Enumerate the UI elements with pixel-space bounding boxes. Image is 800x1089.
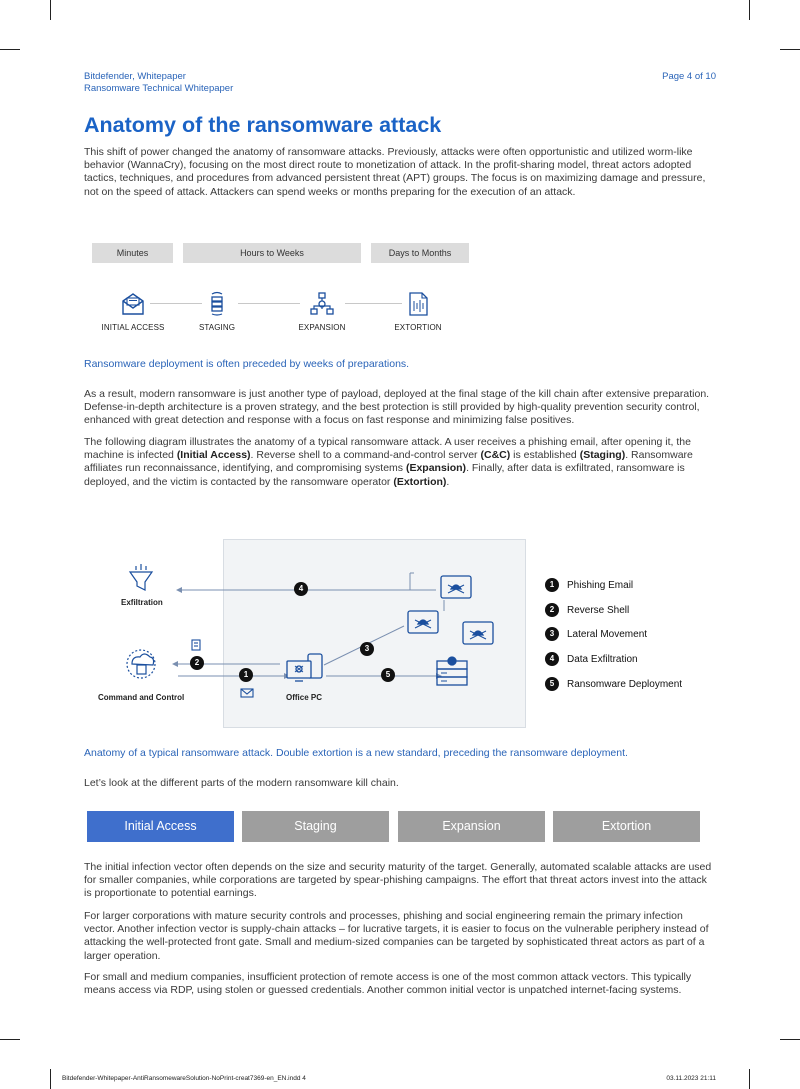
timeline-connector [345, 303, 402, 304]
text-run: . [446, 475, 450, 488]
bold-expansion: (Expansion) [405, 462, 467, 475]
text-run: is established [510, 449, 580, 462]
label-exfiltration: Exfiltration [121, 598, 163, 607]
text-run: The following diagram illustrates the anatomy of a typical ransomware attack. A user receives a phishing email, after opening it, the machine is infected [84, 436, 691, 462]
tab-initial-access[interactable]: Initial Access [87, 811, 234, 842]
label-office-pc: Office PC [286, 693, 323, 702]
crop-mark [749, 1069, 750, 1089]
legend-label: Data Exfiltration [567, 653, 638, 665]
legend-lateral-movement [545, 627, 647, 641]
stage-expansion: EXPANSION [298, 323, 346, 332]
bold-staging: (Staging) [579, 449, 626, 462]
legend-label: Ransomware Deployment [567, 678, 683, 690]
paragraph-diagram-intro [84, 436, 716, 489]
crop-mark [780, 1039, 800, 1040]
page-number: Page 4 of 10 [662, 71, 716, 82]
paragraph-payload: As a result, modern ransomware is just another type of payload, deployed at the final stage of the kill chain after extensive preparation. Defense-in-depth architecture is a proven strategy, and the best protection is still provided by high-quality prevention security control, enhanced with great detection and response with a focus on fast response and minimizing false positives. [84, 388, 710, 427]
paragraph-small-companies: For small and medium companies, insufficient protection of remote access is one of the most common attack vectors. This typically means access via RDP, using stolen or guessed credentials. Another common initial vector is unpatched internet-facing systems. [84, 971, 692, 997]
step-badge-4: 4 [294, 582, 308, 596]
legend-phishing-email [545, 578, 633, 592]
crop-mark [780, 49, 800, 50]
envelope-icon [120, 291, 146, 317]
legend-data-exfiltration [545, 652, 638, 666]
intro-paragraph: This shift of power changed the anatomy of ransomware attacks. Previously, attacks were often opportunistic and utilized worm-like behavior (WannaCry), focusing on the most direct route to monetization of attack. In the profit-sharing model, threat actors adopted tactics, techniques, and procedures from advanced persistent threat (APT) groups. The focus is on maximizing damage and pressure, not on the speed of attack. Attackers can spend weeks or months preparing for the execution of an attack. [84, 146, 706, 198]
duration-days-to-months: Days to Months [371, 243, 469, 263]
paragraph-larger-corporations: For larger corporations with mature security controls and processes, phishing and social engineering remain the primary infection vector. Another infection vector is supply-chain attacks – for lucrative targets, it is easier to focus on the vulnerable periphery instead of attacking the well-protected front gate. Small and medium-sized companies can be targeted by sophisticated threat actors as part of a larger operation. [84, 910, 709, 962]
timeline-connector [238, 303, 300, 304]
diagram-caption: Anatomy of a typical ransomware attack. Double extortion is a new standard, preceding the ransomware deployment. [84, 747, 628, 759]
header-left [84, 71, 233, 95]
funnel-icon [130, 564, 152, 590]
text-run: . Reverse shell to a command-and-control server [250, 449, 481, 462]
bold-initial-access: (Initial Access) [176, 449, 251, 462]
crop-mark [50, 1069, 51, 1089]
text-run: . Ransomware affiliates run reconnaissance, identifying, and compromising systems [84, 449, 693, 475]
stage-initial-access: INITIAL ACCESS [101, 323, 165, 332]
document-icon [192, 640, 200, 650]
legend-reverse-shell [545, 603, 629, 617]
header-doc-title: Ransomware Technical Whitepaper [84, 83, 234, 94]
legend-label: Reverse Shell [567, 604, 630, 616]
database-stack-icon [204, 290, 230, 316]
label-command-and-control: Command and Control [98, 693, 185, 702]
cloud-server-icon [127, 650, 155, 678]
crop-mark [0, 1039, 20, 1040]
step-badge-5: 5 [381, 668, 395, 682]
step-badge-3: 3 [360, 642, 374, 656]
bold-extortion: (Extortion) [393, 475, 447, 488]
timeline-connector [150, 303, 202, 304]
crop-mark [50, 0, 51, 20]
stage-staging: STAGING [198, 323, 236, 332]
paragraph-infection-vector: The initial infection vector often depends on the size and security maturity of the target. Generally, automated scalable attacks are used for smaller companies, while corporations are targeted by spear-phishing campaigns. The effort that threat actors invest into the attack is proportionate to potential earnings. [84, 861, 712, 900]
legend-badge: 2 [545, 603, 559, 617]
timeline-caption: Ransomware deployment is often preceded by weeks of preparations. [84, 358, 410, 370]
paragraph-kill-chain-intro: Let’s look at the different parts of the modern ransomware kill chain. [84, 777, 399, 789]
legend-badge: 5 [545, 677, 559, 691]
network-nodes-icon [309, 291, 335, 317]
tab-staging[interactable]: Staging [242, 811, 389, 842]
footer-file-name: Bitdefender-Whitepaper-AntiRansomewareSolution-NoPrint-creat7369-en_EN.indd 4 [62, 1075, 306, 1082]
tab-extortion[interactable]: Extortion [553, 811, 700, 842]
legend-badge: 1 [545, 578, 559, 592]
page-title: Anatomy of the ransomware attack [84, 113, 442, 137]
crop-mark [749, 0, 750, 20]
step-badge-1: 1 [239, 668, 253, 682]
legend-badge: 3 [545, 627, 559, 641]
legend-label: Phishing Email [567, 579, 634, 591]
legend-badge: 4 [545, 652, 559, 666]
network-zone-panel [223, 539, 526, 728]
tab-expansion[interactable]: Expansion [398, 811, 545, 842]
duration-hours-to-weeks: Hours to Weeks [183, 243, 361, 263]
legend-ransomware-deployment [545, 677, 682, 691]
crop-mark [0, 49, 20, 50]
legend-label: Lateral Movement [567, 628, 648, 640]
duration-minutes: Minutes [92, 243, 173, 263]
document-binary-icon [405, 291, 431, 317]
bold-cnc: (C&C) [480, 449, 511, 462]
stage-extortion: EXTORTION [394, 323, 442, 332]
header-company: Bitdefender, Whitepaper [84, 71, 186, 82]
text-run: . Finally, after data is exfiltrated, ransomware is deployed, and the victim is contacted by the ransomware operator [84, 462, 685, 488]
step-badge-2: 2 [190, 656, 204, 670]
footer-date: 03.11.2023 21:11 [666, 1075, 716, 1082]
